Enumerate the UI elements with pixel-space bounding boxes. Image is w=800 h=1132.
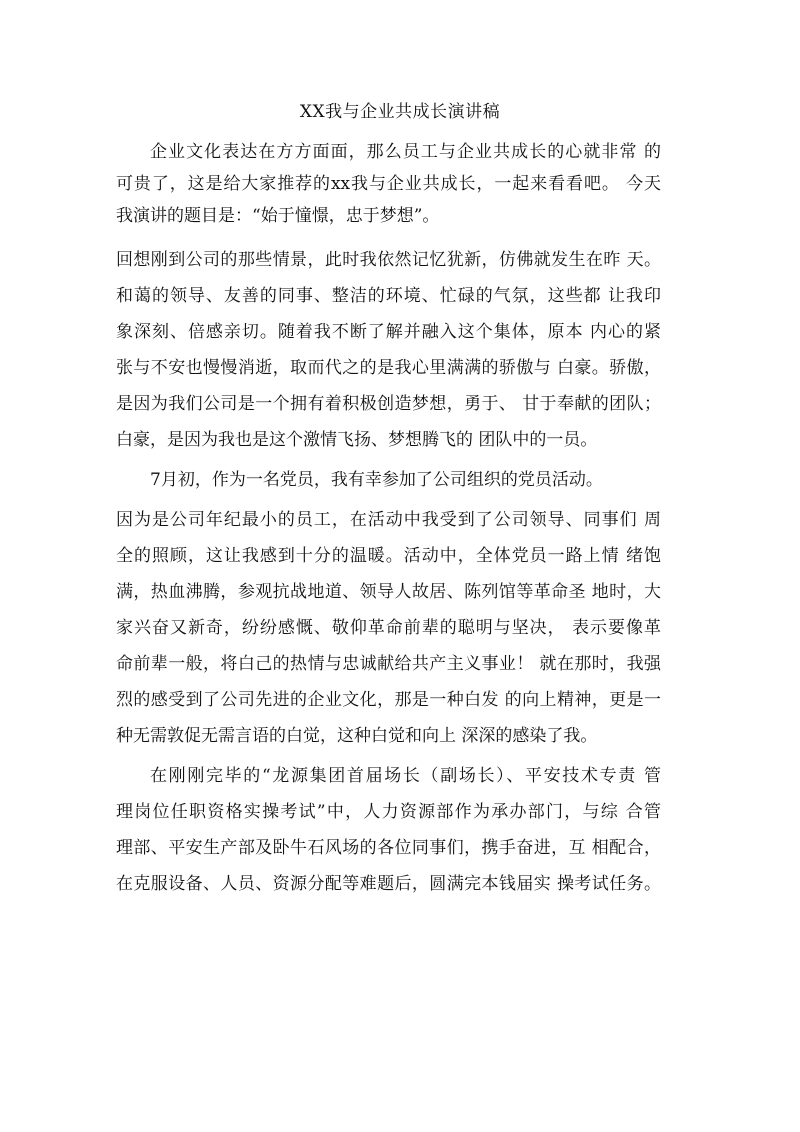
document-title: XX我与企业共成长演讲稿: [299, 102, 501, 122]
text-line: 烈的感受到了公司先进的企业文化，那是一种白发 的向上精神，更是一: [116, 690, 661, 710]
text-line: 在克服设备、人员、资源分配等难题后，圆满完本钱届实 操考试任务。: [116, 874, 661, 894]
text-line: 全的照顾，这让我感到十分的温暖。活动中，全体党员一路上情 绪饱: [116, 546, 661, 566]
text-line: 企业文化表达在方方面面，那么员工与企业共成长的心就非常 的: [150, 142, 661, 162]
text-line: 种无需敦促无需言语的白觉，这种白觉和向上 深深的感染了我。: [116, 726, 598, 746]
text-line: 回想刚到公司的那些情景，此时我依然记忆犹新，仿佛就发生在昨 天。: [116, 250, 661, 270]
text-line: 满，热血沸腾，参观抗战地道、领导人故居、陈列馆等革命圣 地时，大: [116, 582, 661, 602]
text-line: 7月初，作为一名党员，我有幸参加了公司组织的党员活动。: [150, 470, 603, 490]
text-line: 理岗位任职资格实操考试”中，人力资源部作为承办部门，与综 合管: [116, 802, 661, 822]
text-line: 是因为我们公司是一个拥有着积极创造梦想，勇于、 甘于奉献的团队；: [116, 394, 661, 414]
text-line: 家兴奋又新奇，纷纷感慨、敬仰革命前辈的聪明与坚决， 表示要像革: [116, 618, 661, 638]
text-line: 我演讲的题目是：“始于憧憬，忠于梦想”。: [116, 206, 440, 226]
text-line: 因为是公司年纪最小的员工，在活动中我受到了公司领导、同事们 周: [116, 510, 661, 530]
text-line: 张与不安也慢慢消逝，取而代之的是我心里满满的骄傲与 白豪。骄傲，: [116, 358, 661, 378]
text-line: 在刚刚完毕的“龙源集团首届场长（副场长）、平安技术专责 管: [150, 766, 661, 786]
text-line: 可贵了，这是给大家推荐的xx我与企业共成长，一起来看看吧。 今天: [116, 174, 661, 194]
text-line: 命前辈一般，将白己的热情与忠诚献给共产主义事业！ 就在那时，我强: [116, 654, 661, 674]
text-line: 理部、平安生产部及卧牛石风场的各位同事们，携手奋进，互 相配合，: [116, 838, 661, 858]
text-line: 白豪，是因为我也是这个激情飞扬、梦想腾飞的 团队中的一员。: [116, 430, 598, 450]
text-line: 象深刻、倍感亲切。随着我不断了解并融入这个集体，原本 内心的紧: [116, 322, 661, 342]
text-line: 和蔼的领导、友善的同事、整洁的环境、忙碌的气氛，这些都 让我印: [116, 286, 661, 306]
